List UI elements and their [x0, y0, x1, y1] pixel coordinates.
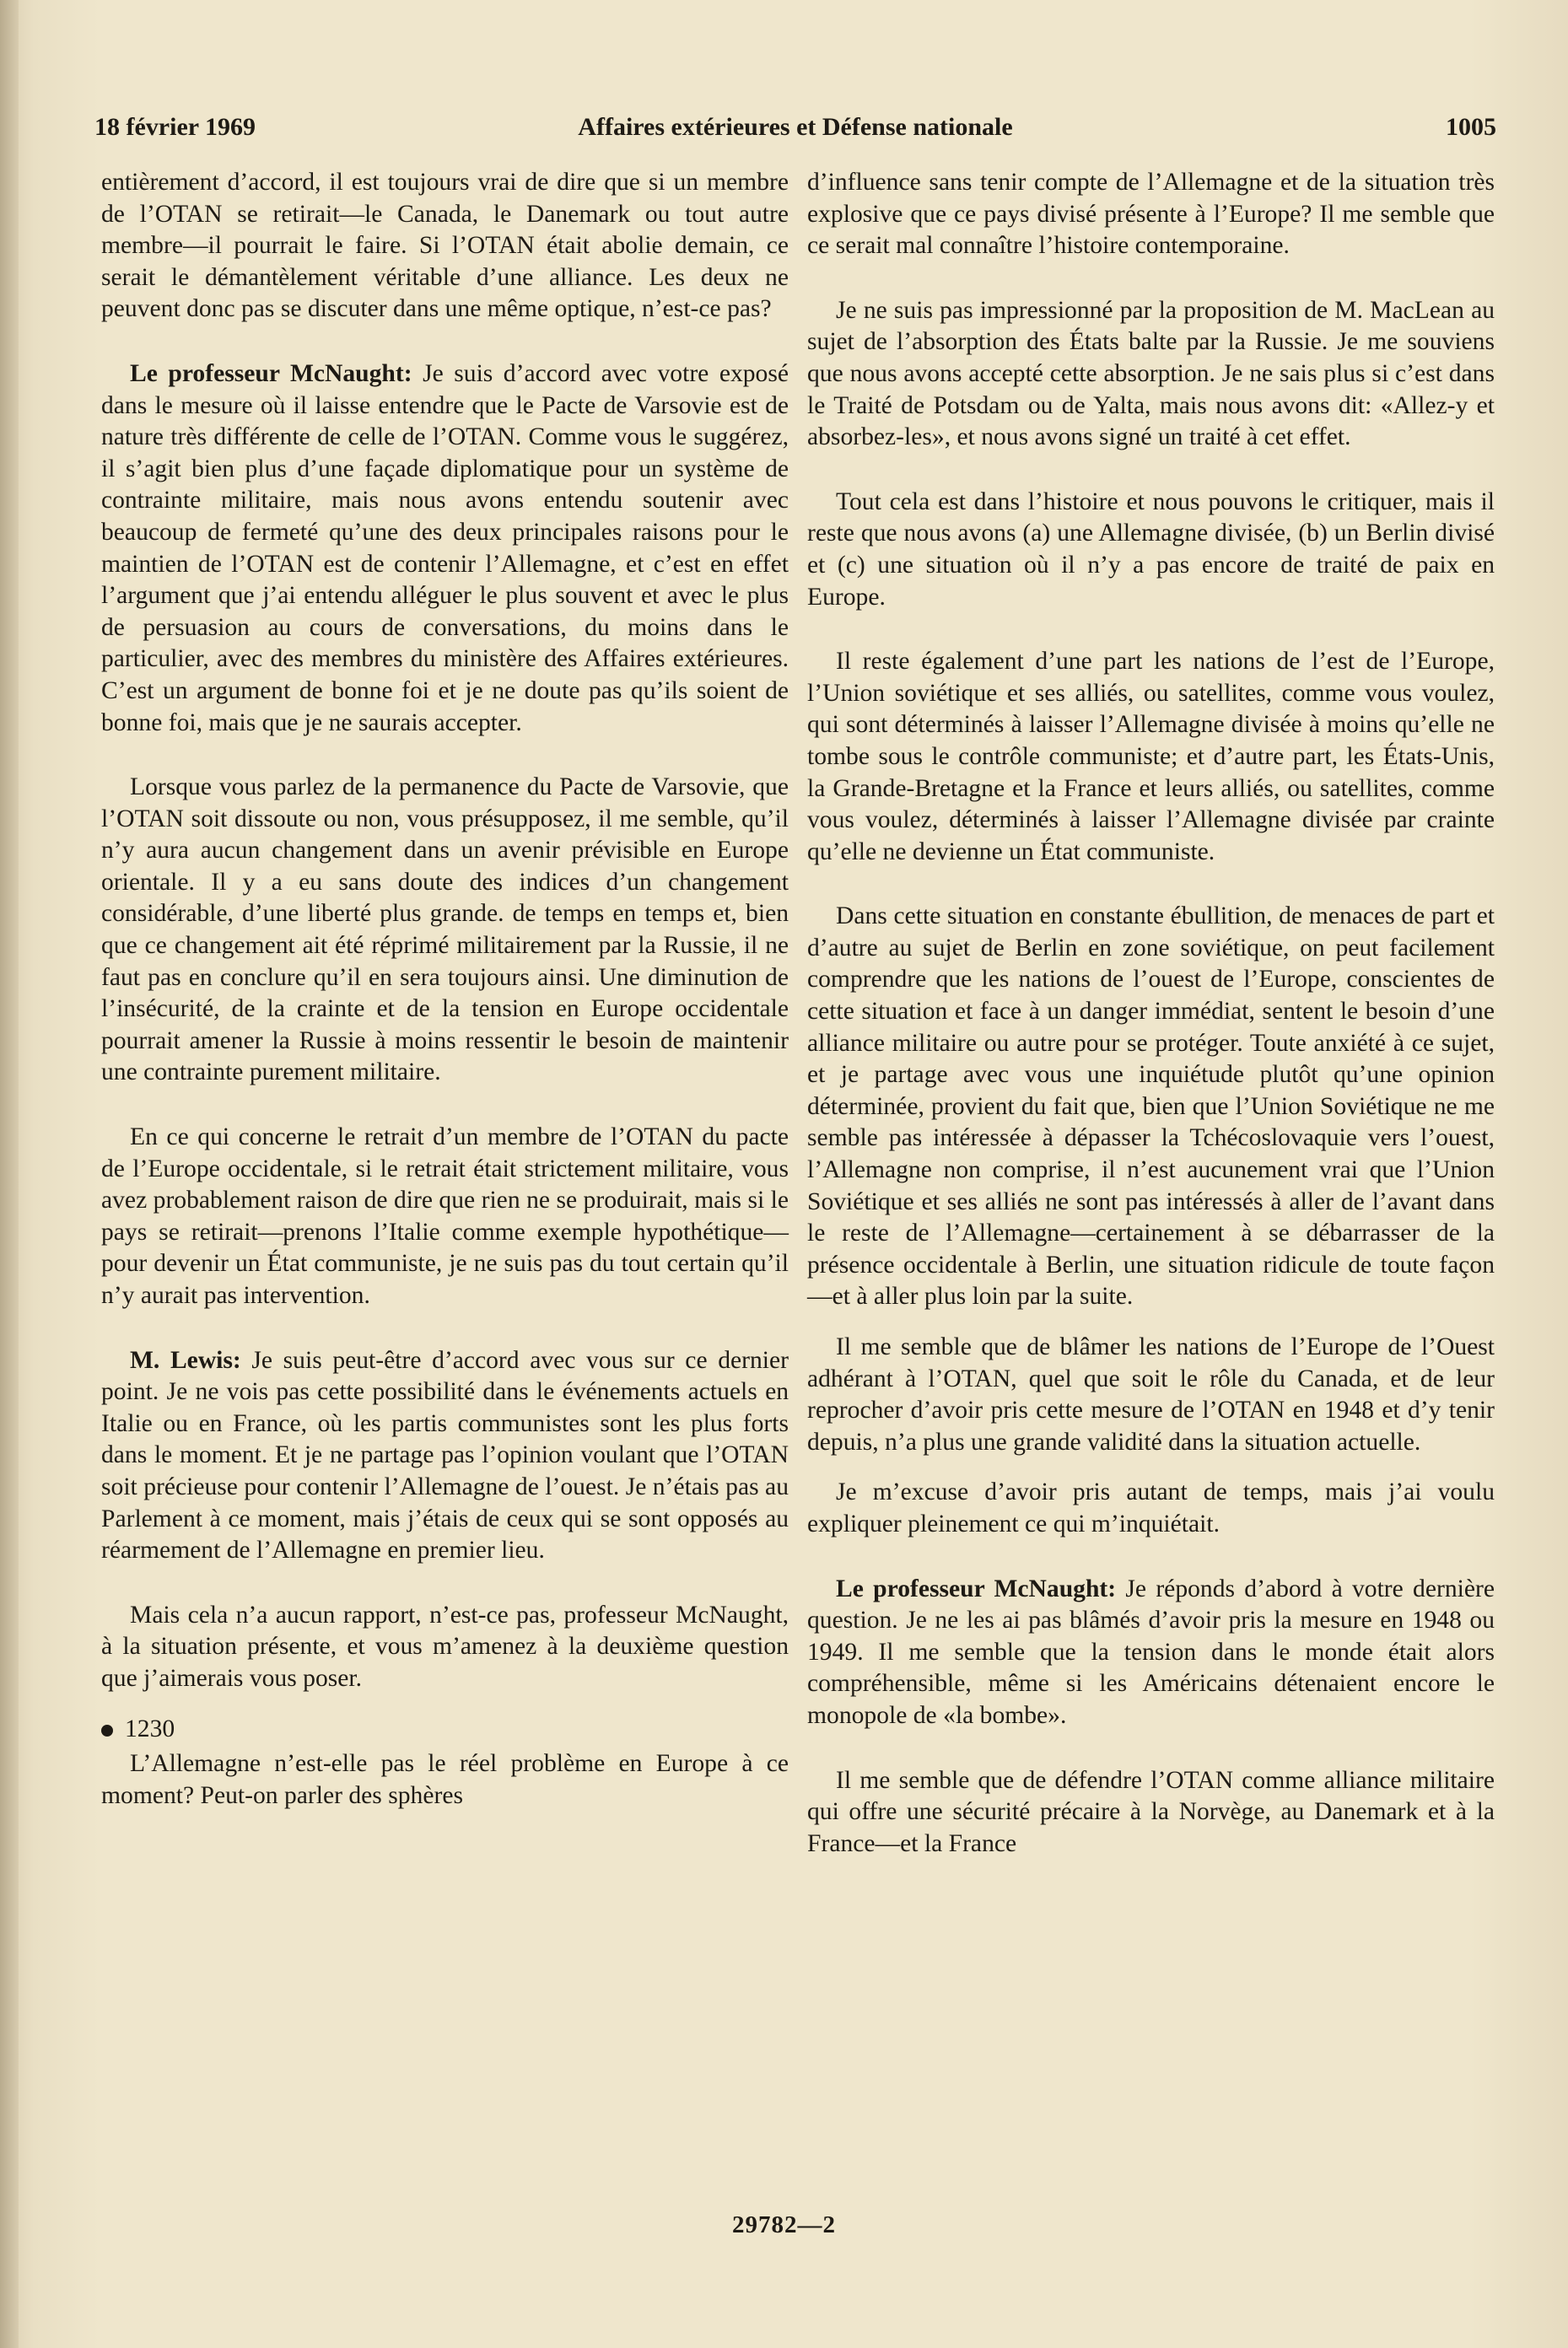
paragraph: Je m’excuse d’avoir pris autant de temps, mais j’ai voulu expliquer pleinement ce qui m’inquiétait.: [807, 1478, 1495, 1538]
paragraph-text: Je réponds d’abord à votre dernière question. Je ne les ai pas blâmés d’avoir pris la mesure en 1948 ou 1949. Il me semble que la tension dans le monde était alors compréhensible, même si les Américains détenaient encore le monopole de «la bombe».: [807, 1575, 1495, 1729]
paragraph: Lorsque vous parlez de la permanence du Pacte de Varsovie, que l’OTAN soit dissoute ou non, vous présupposez, il me semble, qu’il n’y aura aucun changement dans un avenir prévisible en Europe orientale. Il y a eu sans doute des indices d’un changement considérable, d’une liberté plus grande. de temps en temps et, bien que ce changement ait été réprimé militairement par la Russie, il ne faut pas en conclure qu’il en sera toujours ainsi. Une diminution de l’insécurité, de la crainte et de la tension en Europe occidentale pourrait amener la Russie à moins ressentir le besoin de maintenir une contrainte purement militaire.: [101, 773, 789, 1086]
paragraph-text: Je suis peut-être d’accord avec vous sur ce dernier point. Je ne vois pas cette possibilité dans le événements actuels en Italie ou en France, où les partis communistes sont les plus forts dans le moment. Et je ne partage pas l’opinion voulant que l’OTAN soit précieuse pour contenir l’Allemagne de l’ouest. Je n’étais pas au Parlement à ce moment, mais j’étais de ceux qui se sont opposés au réarmement de l’Allemagne en premier lieu.: [101, 1346, 789, 1564]
left-column: [101, 167, 789, 1815]
paragraph: [101, 1345, 789, 1567]
paragraph: Il me semble que de défendre l’OTAN comme alliance militaire qui offre une sécurité précaire à la Norvège, au Danemark et à la France—et la France: [807, 1766, 1495, 1857]
paragraph: [101, 358, 789, 739]
paragraph: Tout cela est dans l’histoire et nous pouvons le critiquer, mais il reste que nous avons (a) une Allemagne divisée, (b) un Berlin divisé et (c) une situation où il n’y a pas encore de traité de paix en Europe.: [807, 487, 1495, 611]
paragraph-text: Je suis d’accord avec votre exposé dans le mesure où il laisse entendre que le Pacte de Varsovie est de nature très différente de celle de l’OTAN. Comme vous le suggérez, il s’agit bien plus d’une façade diplomatique pour un système de contrainte militaire, mais nous avons entendu soutenir avec beaucoup de fermeté qu’une des deux principales raisons pour le maintien de l’OTAN est de contenir l’Allemagne, et c’est en effet l’argument que j’ai entendu alléguer le plus souvent et avec le plus de persuasion au cours de conversations, du moins dans le particulier, avec des membres du ministère des Affaires extérieures. C’est un argument de bonne foi et je ne doute pas qu’ils soient de bonne foi, mais que je ne saurais accepter.: [101, 359, 789, 736]
time-marker: [101, 1714, 789, 1746]
speaker-name: Le professeur McNaught:: [836, 1575, 1117, 1602]
paragraph: d’influence sans tenir compte de l’Allemagne et de la situation très explosive que ce pays divisé présente à l’Europe? Il me semble que ce serait mal connaître l’histoire contemporaine.: [807, 169, 1495, 260]
page-header: [94, 108, 1496, 147]
paragraph: Mais cela n’a aucun rapport, n’est-ce pas, professeur McNaught, à la situation présente, et vous m’amenez à la deuxième question que j’aimerais vous poser.: [101, 1601, 789, 1692]
page-footer-code: 29782—2: [732, 2211, 836, 2238]
paragraph: Je ne suis pas impressionné par la proposition de M. MacLean au sujet de l’absorption des États balte par la Russie. Je me souviens que nous avons accepté cette absorption. Je ne sais plus si c’est dans le Traité de Potsdam ou de Yalta, mais nous avons dit: «Allez-y et absorbez-les», et nous avons signé un traité à cet effet.: [807, 296, 1495, 451]
speaker-name: M. Lewis:: [130, 1346, 241, 1374]
paragraph: En ce qui concerne le retrait d’un membre de l’OTAN du pacte de l’Europe occidentale, si le retrait était strictement militaire, vous avez probablement raison de dire que rien ne se produirait, mais si le pays se retirait—prenons l’Italie comme exemple hypothétique—pour devenir un État communiste, je ne suis pas du tout certain qu’il n’y aurait pas intervention.: [101, 1123, 789, 1309]
speaker-name: Le professeur McNaught:: [130, 359, 412, 387]
header-title: Affaires extérieures et Défense nationale: [578, 113, 1013, 141]
paragraph: Dans cette situation en constante ébullition, de menaces de part et d’autre au sujet de Berlin en zone soviétique, on peut facilement comprendre que les nations de l’ouest de l’Europe, conscientes de cette situation et face à un danger immédiat, sentent le besoin d’une alliance militaire ou autre pour se protéger. Toute anxiété à ce sujet, et je partage avec vous une inquiétude plutôt qu’une opinion déterminée, provient du fait que, bien que l’Union Soviétique ne me semble pas intéressée à dépasser la Tchécoslovaquie vers l’ouest, l’Allemagne non comprise, il n’est aucunement vrai que l’Union Soviétique et ses alliés ne sont pas intéressés à aller de l’avant dans le reste de l’Allemagne—certainement à se débarrasser de la présence occidentale à Berlin, une situation ridicule de toute façon—et à aller plus loin par la suite.: [807, 902, 1495, 1311]
paragraph: Il me semble que de blâmer les nations de l’Europe de l’Ouest adhérant à l’OTAN, quel que soit le rôle du Canada, et de leur reprocher d’avoir pris cette mesure de l’OTAN en 1948 et d’y tenir depuis, n’a plus une grande validité dans la situation actuelle.: [807, 1333, 1495, 1456]
time-marker-text: 1230: [125, 1715, 175, 1742]
paragraph: [807, 1574, 1495, 1732]
paragraph: entièrement d’accord, il est toujours vrai de dire que si un membre de l’OTAN se retirait—le Canada, le Danemark ou tout autre membre—il pourrait le faire. Si l’OTAN était abolie demain, ce serait le démantèlement véritable d’une alliance. Les deux ne peuvent donc pas se discuter dans une même optique, n’est-ce pas?: [101, 169, 789, 323]
paragraph: L’Allemagne n’est-elle pas le réel problème en Europe à ce moment? Peut-on parler des sphères: [101, 1750, 789, 1809]
bullet-icon: [101, 1725, 113, 1737]
header-page-number: 1005: [1446, 113, 1496, 141]
header-date: 18 février 1969: [94, 113, 256, 141]
page-binding-shadow: [0, 0, 19, 2348]
right-column: [807, 167, 1495, 1863]
paragraph: Il reste également d’une part les nations de l’est de l’Europe, l’Union soviétique et ses alliés, ou satellites, comme vous voulez, qui sont déterminés à laisser l’Allemagne divisée à moins qu’elle ne tombe sous le contrôle communiste; et d’autre part, les États-Unis, la Grande-Bretagne et la France et leurs alliés, ou satellites, comme vous voulez, déterminés à laisser l’Allemagne divisée par crainte qu’elle ne devienne un État communiste.: [807, 648, 1495, 865]
